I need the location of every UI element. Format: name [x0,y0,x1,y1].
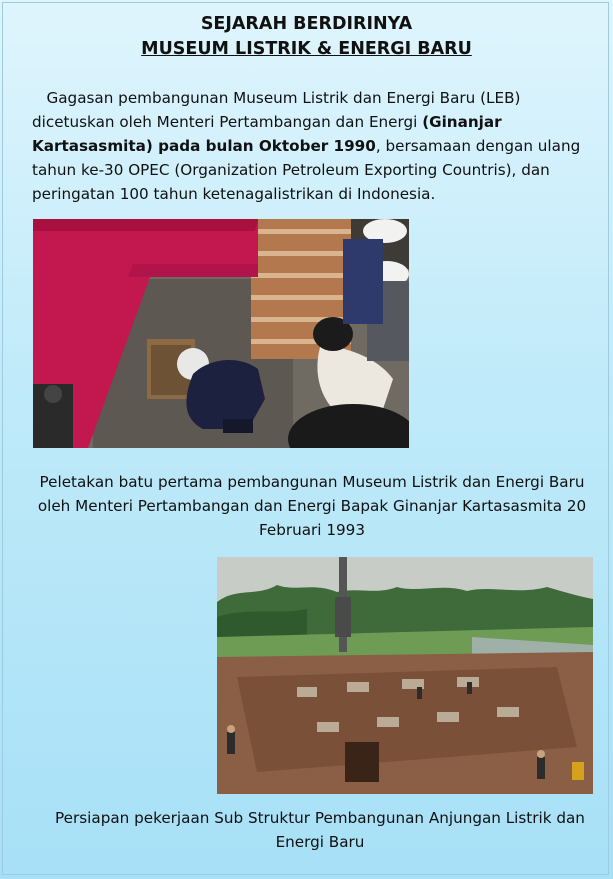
intro-text-bold: (Ginanjar Kartasasmita) pada bulan Oktober 1990 [32,113,502,155]
intro-paragraph [32,86,598,206]
construction-site-caption: Persiapan pekerjaan Sub Struktur Pembangunan Anjungan Listrik dan Energi Baru [55,809,585,851]
groundbreaking-caption: Peletakan batu pertama pembangunan Museum Listrik dan Energi Baru oleh Menteri Pertambangan dan Energi Bapak Ginanjar Kartasasmita 20 Februari 1993 [37,473,587,539]
intro-text-part1: Gagasan pembangunan Museum Listrik dan Energi Baru (LEB) dicetuskan oleh Menteri Pertambangan dan Energi [32,89,521,131]
construction-site-photo [217,557,593,794]
page-title-line2: MUSEUM LISTRIK & ENERGI BARU [141,39,472,59]
intro-text-part2: , bersamaan dengan ulang tahun ke-30 OPEC (Organization Petroleum Exporting Countris), dan peringatan 100 tahun ketenagalistrikan di Indonesia. [32,137,581,203]
groundbreaking-photo [33,219,409,448]
page-title-line1: SEJARAH BERDIRINYA [200,14,413,34]
